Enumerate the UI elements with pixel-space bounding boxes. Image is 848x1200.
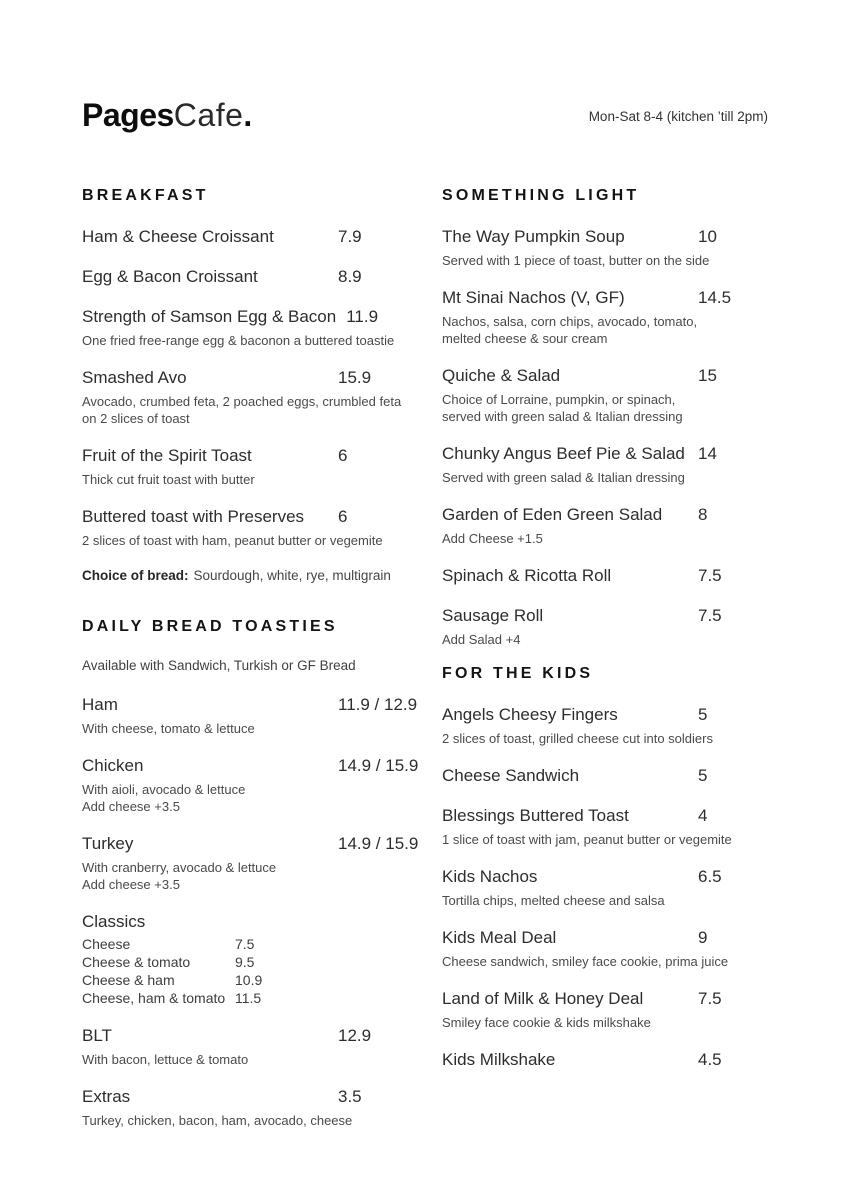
item-description — [442, 391, 782, 425]
item-name: Buttered toast with Preserves — [82, 507, 305, 526]
bread-note-label: Choice of bread: — [82, 568, 189, 583]
menu-item — [442, 504, 782, 547]
item-price: 4 — [698, 806, 708, 825]
section-title: BREAKFAST — [82, 187, 209, 204]
item-description-line: Served with 1 piece of toast, butter on the side — [442, 253, 710, 268]
menu-item — [442, 365, 782, 425]
menu-item — [442, 443, 782, 486]
item-description-line: With bacon, lettuce & tomato — [82, 1052, 249, 1067]
item-price: 10.9 — [235, 972, 263, 988]
item-description-line: Choice of Lorraine, pumpkin, or spinach, — [442, 392, 676, 407]
item-price: 7.5 — [698, 989, 722, 1008]
item-description-line: Add cheese +3.5 — [82, 799, 180, 814]
left-column — [82, 188, 422, 1147]
item-price: 8 — [698, 505, 708, 524]
item-description-line: With cheese, tomato & lettuce — [82, 721, 255, 736]
item-price: 14.9 / 15.9 — [338, 756, 419, 775]
item-description — [82, 471, 422, 488]
logo-period: . — [243, 97, 253, 133]
item-price: 9.5 — [235, 954, 255, 970]
item-name: Kids Meal Deal — [442, 928, 557, 947]
section-toasties — [82, 619, 422, 1129]
item-description — [82, 1051, 422, 1068]
item-description-line: Tortilla chips, melted cheese and salsa — [442, 893, 665, 908]
menu-item — [442, 765, 782, 787]
menu-item — [82, 445, 422, 488]
item-name: Spinach & Ricotta Roll — [442, 566, 612, 585]
item-name: Ham — [82, 695, 118, 714]
item-description-line: Add Cheese +1.5 — [442, 531, 543, 546]
bread-choice-note — [82, 567, 422, 585]
item-description-line: served with green salad & Italian dressing — [442, 409, 683, 424]
item-description-line: melted cheese & sour cream — [442, 331, 608, 346]
classics-group-title: Classics — [82, 912, 146, 931]
item-name: Cheese Sandwich — [442, 766, 580, 785]
opening-hours: Mon-Sat 8-4 (kitchen ’till 2pm) — [588, 109, 768, 124]
item-price: 7.5 — [698, 566, 722, 585]
classics-row — [82, 971, 422, 989]
menu-item — [442, 704, 782, 747]
item-price: 5 — [698, 705, 708, 724]
item-description-line: Cheese sandwich, smiley face cookie, prima juice — [442, 954, 729, 969]
item-price: 14 — [698, 444, 717, 463]
item-price: 7.5 — [235, 936, 255, 952]
classics-group — [82, 911, 422, 1007]
item-name: Kids Milkshake — [442, 1050, 556, 1069]
item-description — [442, 252, 782, 269]
menu-item — [442, 565, 782, 587]
item-name: Garden of Eden Green Salad — [442, 505, 663, 524]
menu-item — [442, 1049, 782, 1071]
item-description-line: Smiley face cookie & kids milkshake — [442, 1015, 651, 1030]
bread-note-text: Sourdough, white, rye, multigrain — [193, 568, 391, 583]
classics-row — [82, 935, 422, 953]
menu-item — [82, 1025, 422, 1068]
right-column — [442, 188, 782, 1089]
item-name: Smashed Avo — [82, 368, 187, 387]
item-description — [442, 730, 782, 747]
item-name: Egg & Bacon Croissant — [82, 267, 258, 286]
item-price: 15 — [698, 366, 717, 385]
section-something-light — [442, 188, 782, 648]
section-title: SOMETHING LIGHT — [442, 187, 640, 204]
section-subtitle: Available with Sandwich, Turkish or GF Bread — [82, 658, 356, 673]
item-name: Cheese, ham & tomato — [82, 990, 226, 1006]
item-price: 8.9 — [338, 267, 362, 286]
menu-item — [442, 605, 782, 648]
item-description — [442, 1014, 782, 1031]
item-description — [442, 953, 782, 970]
item-price: 12.9 — [338, 1026, 372, 1045]
menu-item — [442, 287, 782, 347]
item-name: Strength of Samson Egg & Bacon — [82, 307, 337, 326]
item-description — [442, 313, 782, 347]
item-name: Mt Sinai Nachos (V, GF) — [442, 288, 625, 307]
item-description — [82, 720, 422, 737]
item-description-line: With cranberry, avocado & lettuce — [82, 860, 277, 875]
item-name: Sausage Roll — [442, 606, 544, 625]
item-description-line: Served with green salad & Italian dressing — [442, 470, 685, 485]
item-description — [82, 1112, 422, 1129]
logo-light-text: Cafe — [173, 97, 244, 133]
section-breakfast — [82, 188, 422, 585]
item-price: 11.9 — [346, 307, 379, 326]
item-name: Cheese & ham — [82, 972, 175, 988]
item-name: Chunky Angus Beef Pie & Salad — [442, 444, 685, 463]
item-description-line: Nachos, salsa, corn chips, avocado, tomato, — [442, 314, 698, 329]
item-description-line: Turkey, chicken, bacon, ham, avocado, cheese — [82, 1113, 353, 1128]
item-price: 9 — [698, 928, 708, 947]
item-description — [442, 530, 782, 547]
item-description — [442, 631, 782, 648]
item-description — [82, 781, 422, 815]
item-name: Turkey — [82, 834, 134, 853]
item-description — [82, 532, 422, 549]
item-name: Angels Cheesy Fingers — [442, 705, 618, 724]
item-name: The Way Pumpkin Soup — [442, 227, 625, 246]
item-description-line: Add Salad +4 — [442, 632, 521, 647]
logo-bold-text: Pages — [82, 97, 174, 133]
item-name: Extras — [82, 1087, 131, 1106]
classics-row — [82, 953, 422, 971]
menu-item — [442, 866, 782, 909]
item-price: 5 — [698, 766, 708, 785]
menu-item — [442, 988, 782, 1031]
menu-item — [82, 266, 422, 288]
item-description-line: Add cheese +3.5 — [82, 877, 180, 892]
item-price: 4.5 — [698, 1050, 722, 1069]
item-price: 10 — [698, 227, 717, 246]
item-name: BLT — [82, 1026, 112, 1045]
section-title: DAILY BREAD TOASTIES — [82, 618, 338, 635]
item-price: 14.9 / 15.9 — [338, 834, 419, 853]
menu-item — [442, 805, 782, 848]
item-name: Fruit of the Spirit Toast — [82, 446, 252, 465]
item-name: Ham & Cheese Croissant — [82, 227, 274, 246]
menu-item — [82, 226, 422, 248]
menu-item — [82, 755, 422, 815]
item-description-line: Thick cut fruit toast with butter — [82, 472, 255, 487]
menu-item — [442, 927, 782, 970]
menu-item — [82, 367, 422, 427]
item-name: Quiche & Salad — [442, 366, 561, 385]
menu-item — [442, 226, 782, 269]
item-price: 6 — [338, 507, 348, 526]
menu-item — [82, 506, 422, 549]
item-description-line: 2 slices of toast with ham, peanut butter or vegemite — [82, 533, 383, 548]
item-price: 7.5 — [698, 606, 722, 625]
item-description — [82, 332, 422, 349]
item-name: Land of Milk & Honey Deal — [442, 989, 644, 1008]
item-description — [82, 393, 422, 427]
item-name: Cheese & tomato — [82, 954, 191, 970]
item-name: Blessings Buttered Toast — [442, 806, 629, 825]
item-price: 6.5 — [698, 867, 722, 886]
menu-item — [82, 833, 422, 893]
item-price: 11.9 / 12.9 — [338, 695, 418, 714]
item-description-line: on 2 slices of toast — [82, 411, 190, 426]
item-name: Cheese — [82, 936, 131, 952]
section-title: FOR THE KIDS — [442, 665, 594, 682]
item-description — [82, 859, 422, 893]
item-description-line: With aioli, avocado & lettuce — [82, 782, 246, 797]
item-description — [442, 469, 782, 486]
item-description-line: 2 slices of toast, grilled cheese cut into soldiers — [442, 731, 713, 746]
item-price: 14.5 — [698, 288, 732, 307]
item-description — [442, 831, 782, 848]
menu-item — [82, 306, 422, 349]
item-name: Chicken — [82, 756, 144, 775]
item-price: 6 — [338, 446, 348, 465]
menu-item — [82, 1086, 422, 1129]
item-price: 15.9 — [338, 368, 372, 387]
item-description-line: 1 slice of toast with jam, peanut butter or vegemite — [442, 832, 732, 847]
item-price: 3.5 — [338, 1087, 362, 1106]
item-price: 7.9 — [338, 227, 362, 246]
cafe-logo — [82, 95, 252, 135]
item-description-line: Avocado, crumbed feta, 2 poached eggs, crumbled feta — [82, 394, 402, 409]
section-for-the-kids — [442, 666, 782, 1071]
item-name: Kids Nachos — [442, 867, 538, 886]
item-description-line: One fried free-range egg & baconon a buttered toastie — [82, 333, 395, 348]
classics-row — [82, 989, 422, 1007]
menu-item — [82, 694, 422, 737]
item-description — [442, 892, 782, 909]
item-price: 11.5 — [235, 990, 262, 1006]
